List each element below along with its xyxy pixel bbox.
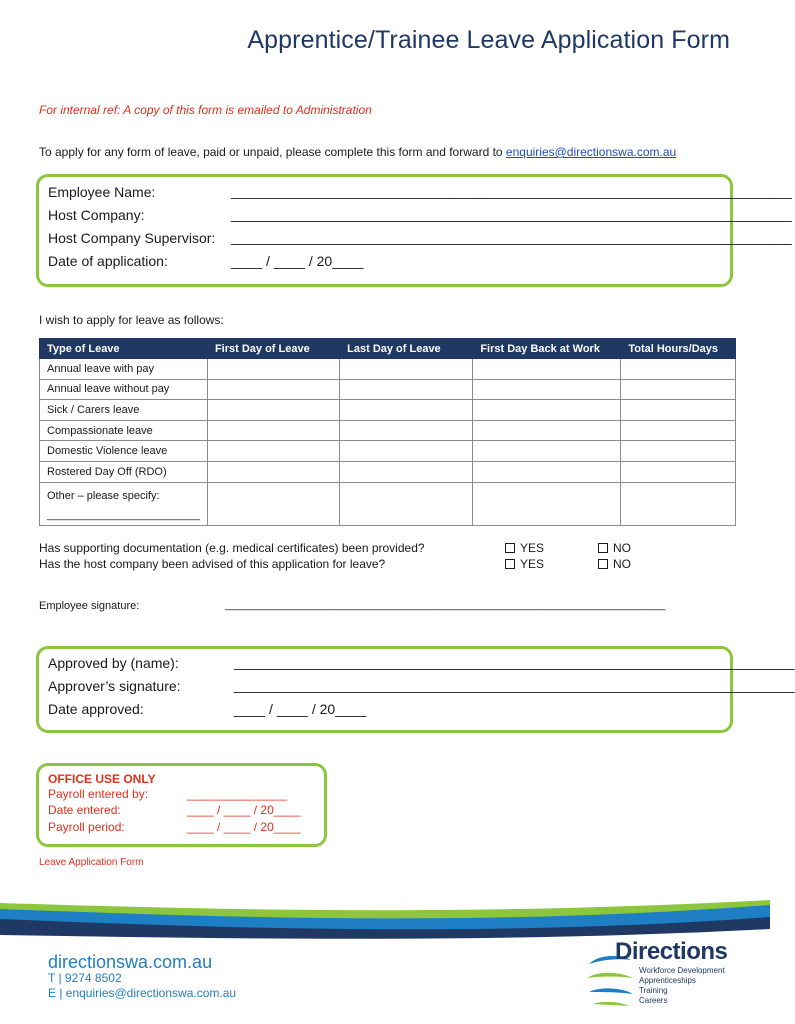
day-back-cell[interactable]: [473, 379, 621, 400]
date-approved-label: Date approved:: [48, 701, 144, 717]
date-entered-label: Date entered:: [48, 803, 121, 817]
payroll-period-label: Payroll period:: [48, 820, 125, 834]
last-day-cell[interactable]: [340, 420, 473, 441]
footer-phone: T | 9274 8502: [48, 971, 122, 985]
logo-tagline-3: Training: [639, 986, 668, 995]
day-back-cell[interactable]: [473, 359, 621, 380]
header-first-day: First Day of Leave: [207, 339, 339, 359]
total-cell[interactable]: [621, 359, 736, 380]
footer-wave-graphic: [0, 895, 770, 940]
checkbox-icon[interactable]: [505, 543, 515, 553]
first-day-cell[interactable]: [207, 441, 339, 462]
page-title: Apprentice/Trainee Leave Application Form: [247, 26, 730, 54]
first-day-cell[interactable]: [207, 420, 339, 441]
logo-tagline-4: Careers: [639, 996, 668, 1005]
table-row: [40, 420, 736, 441]
payroll-period-field[interactable]: ____ / ____ / 20____: [187, 820, 301, 834]
logo-tagline-2: Apprenticeships: [639, 976, 696, 985]
approver-signature-label: Approver’s signature:: [48, 678, 181, 694]
leave-type-cell: Rostered Day Off (RDO): [40, 461, 208, 482]
last-day-cell[interactable]: [340, 379, 473, 400]
leave-table: [39, 338, 736, 526]
date-of-application-label: Date of application:: [48, 253, 168, 269]
total-cell[interactable]: [621, 379, 736, 400]
internal-ref-note: For internal ref: A copy of this form is emailed to Administration: [39, 103, 372, 117]
date-approved-field[interactable]: ____ / ____ / 20____: [234, 701, 367, 717]
total-cell[interactable]: [621, 420, 736, 441]
table-row: [40, 441, 736, 462]
leave-type-cell: Domestic Violence leave: [40, 441, 208, 462]
date-of-application-field[interactable]: ____ / ____ / 20____: [231, 253, 364, 269]
supervisor-label: Host Company Supervisor:: [48, 230, 216, 246]
supervisor-field[interactable]: ________________________________________________________________________: [231, 229, 792, 245]
checkbox-icon[interactable]: [598, 543, 608, 553]
email-link[interactable]: enquiries@directionswa.com.au: [505, 145, 677, 159]
logo-wordmark: Directions: [615, 938, 728, 965]
leave-type-other-cell[interactable]: [40, 482, 208, 525]
table-row: [40, 379, 736, 400]
approved-by-field[interactable]: ________________________________________________________________________: [234, 654, 795, 670]
employee-name-field[interactable]: ________________________________________________________________________: [231, 183, 792, 199]
first-day-cell[interactable]: [207, 400, 339, 421]
payroll-entered-label: Payroll entered by:: [48, 787, 149, 801]
day-back-cell[interactable]: [473, 441, 621, 462]
leave-table-header: [40, 339, 736, 359]
other-label: Other – please specify:: [47, 489, 160, 502]
day-back-cell[interactable]: [473, 400, 621, 421]
instructions-text: [39, 145, 676, 159]
table-row: [40, 400, 736, 421]
date-entered-field[interactable]: ____ / ____ / 20____: [187, 803, 301, 817]
yes-label: YES: [520, 541, 545, 555]
no-option-1[interactable]: [598, 541, 631, 555]
total-cell[interactable]: [621, 441, 736, 462]
total-cell[interactable]: [621, 461, 736, 482]
footer-form-name: Leave Application Form: [39, 857, 144, 868]
other-specify-line[interactable]: _________________________: [47, 508, 200, 521]
employee-signature-field[interactable]: ________________________________________________________________________: [225, 599, 666, 611]
last-day-cell[interactable]: [340, 461, 473, 482]
total-cell[interactable]: [621, 400, 736, 421]
employee-signature-label: Employee signature:: [39, 600, 140, 612]
total-cell[interactable]: [621, 482, 736, 525]
table-row: [40, 461, 736, 482]
day-back-cell[interactable]: [473, 482, 621, 525]
host-company-field[interactable]: ________________________________________________________________________: [231, 206, 792, 222]
first-day-cell[interactable]: [207, 482, 339, 525]
leave-intro-text: I wish to apply for leave as follows:: [39, 313, 224, 327]
footer-email: E | enquiries@directionswa.com.au: [48, 986, 237, 1000]
payroll-entered-field[interactable]: _______________: [187, 787, 288, 801]
leave-type-cell: Annual leave with pay: [40, 359, 208, 380]
question-documentation: Has supporting documentation (e.g. medical certificates) been provided?: [39, 541, 425, 555]
approver-signature-field[interactable]: ________________________________________________________________________: [234, 677, 795, 693]
last-day-cell[interactable]: [340, 482, 473, 525]
leave-type-cell: Sick / Carers leave: [40, 400, 208, 421]
no-label: NO: [613, 557, 631, 571]
no-label: NO: [613, 541, 631, 555]
last-day-cell[interactable]: [340, 441, 473, 462]
yes-option-2[interactable]: [505, 557, 544, 571]
approved-by-label: Approved by (name):: [48, 655, 179, 671]
first-day-cell[interactable]: [207, 359, 339, 380]
last-day-cell[interactable]: [340, 359, 473, 380]
directions-logo: [585, 938, 745, 1018]
checkbox-icon[interactable]: [505, 559, 515, 569]
first-day-cell[interactable]: [207, 461, 339, 482]
header-total-hours: Total Hours/Days: [621, 339, 736, 359]
first-day-cell[interactable]: [207, 379, 339, 400]
table-row-other: [40, 482, 736, 525]
host-company-label: Host Company:: [48, 207, 145, 223]
header-first-day-back: First Day Back at Work: [473, 339, 621, 359]
header-last-day: Last Day of Leave: [340, 339, 473, 359]
no-option-2[interactable]: [598, 557, 631, 571]
yes-option-1[interactable]: [505, 541, 544, 555]
footer-website: directionswa.com.au: [48, 952, 213, 972]
header-type-of-leave: Type of Leave: [40, 339, 208, 359]
last-day-cell[interactable]: [340, 400, 473, 421]
question-host-advised: Has the host company been advised of this application for leave?: [39, 557, 386, 571]
leave-type-cell: Annual leave without pay: [40, 379, 208, 400]
employee-name-label: Employee Name:: [48, 184, 156, 200]
day-back-cell[interactable]: [473, 420, 621, 441]
logo-tagline-1: Workforce Development: [639, 966, 725, 975]
yes-label: YES: [520, 557, 545, 571]
checkbox-icon[interactable]: [598, 559, 608, 569]
leave-type-cell: Compassionate leave: [40, 420, 208, 441]
table-row: [40, 359, 736, 380]
day-back-cell[interactable]: [473, 461, 621, 482]
instructions-body: To apply for any form of leave, paid or unpaid, please complete this form and forward to: [39, 145, 506, 159]
office-use-title: OFFICE USE ONLY: [48, 772, 156, 786]
